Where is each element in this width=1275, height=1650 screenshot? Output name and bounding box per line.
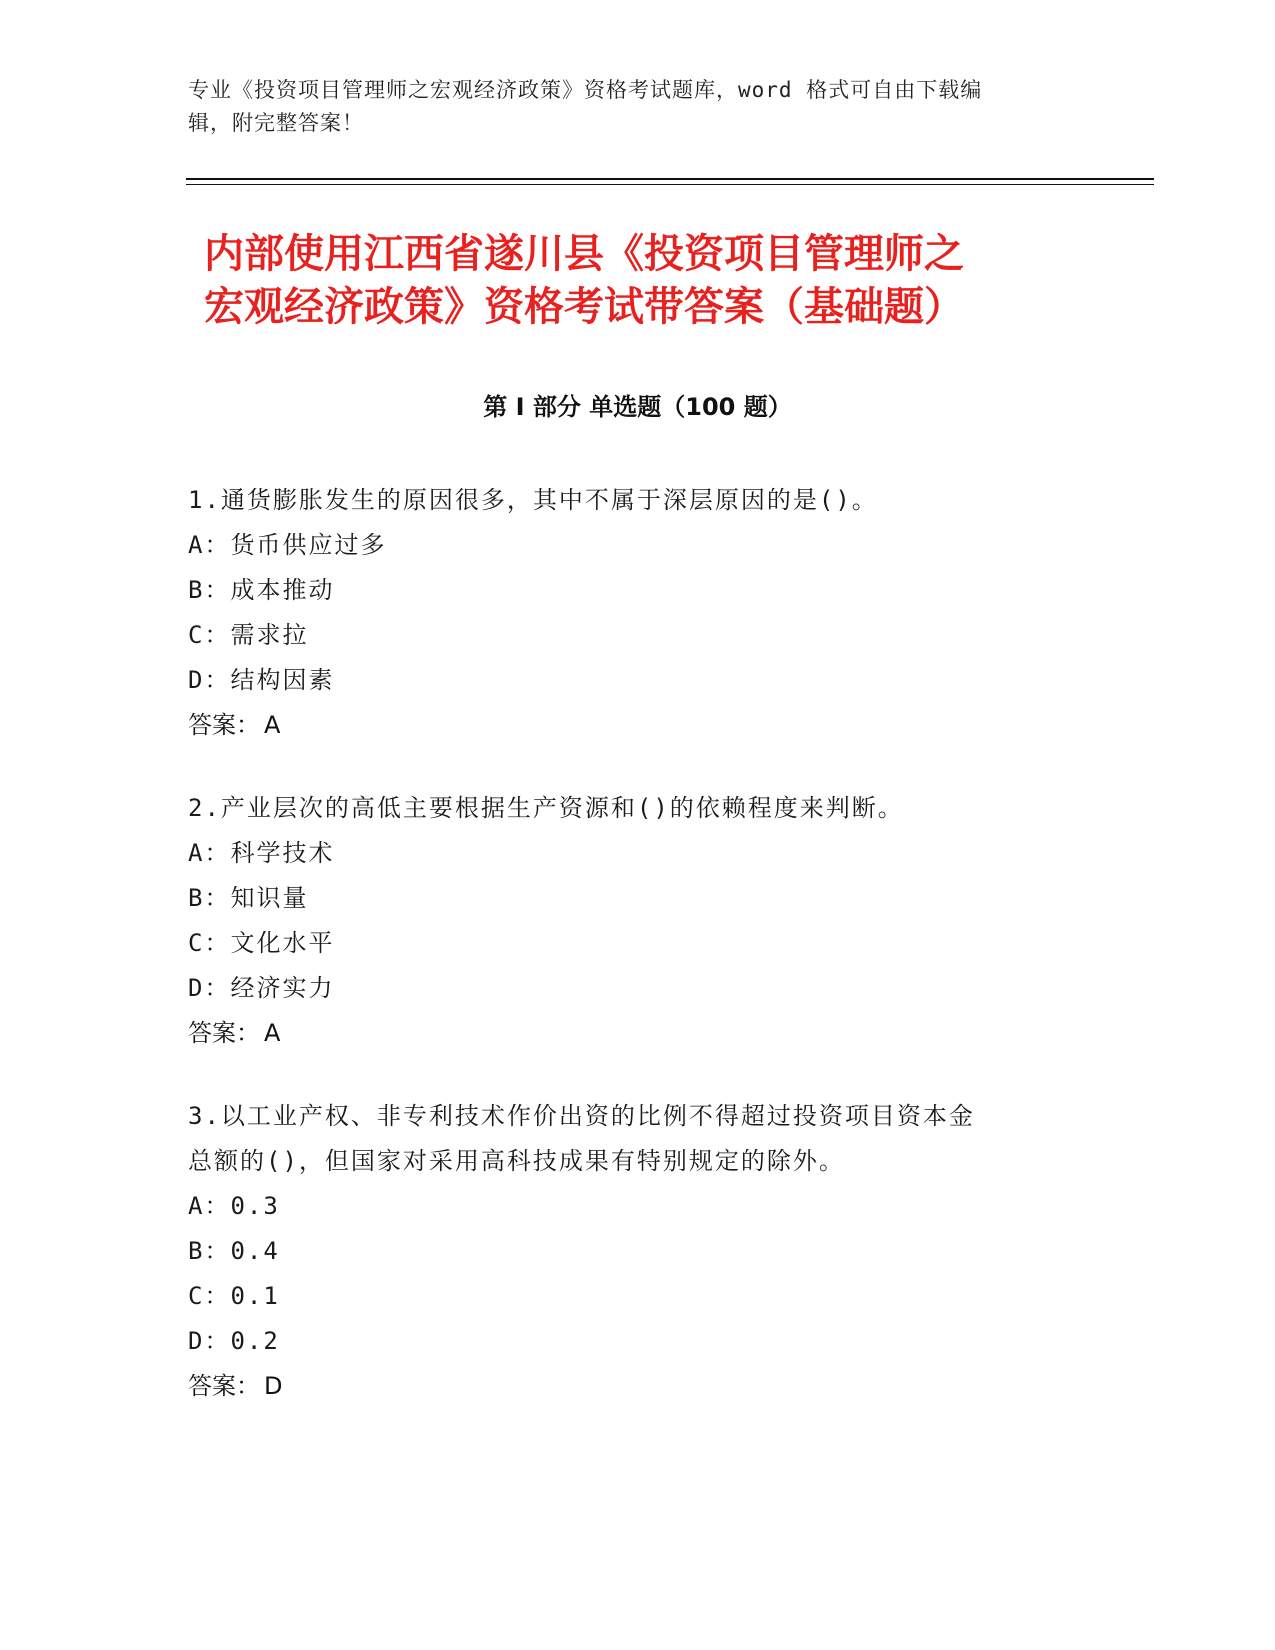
- option-a: A：0.3: [188, 1192, 280, 1220]
- question-stem-line: 3.以工业产权、非专利技术作价出资的比例不得超过投资项目资本金: [188, 1102, 975, 1130]
- option-a: A：科学技术: [188, 839, 335, 867]
- question-3: [188, 1094, 1088, 1409]
- answer-line: [188, 1364, 1088, 1409]
- answer-value: A: [264, 1019, 281, 1047]
- option-b: B：知识量: [188, 884, 309, 912]
- question-stem: [188, 1094, 1088, 1184]
- question-list: [188, 478, 1088, 1447]
- header-note-line-1: 专业《投资项目管理师之宏观经济政策》资格考试题库，word 格式可自由下载编: [188, 78, 983, 102]
- option-d: D：经济实力: [188, 974, 335, 1002]
- document-title-line-2: 宏观经济政策》资格考试带答案（基础题）: [204, 284, 964, 330]
- question-stem-line: 1.通货膨胀发生的原因很多，其中不属于深层原因的是()。: [188, 486, 878, 514]
- header-note-line-2: 辑，附完整答案！: [188, 111, 364, 135]
- section-heading: 第 I 部分 单选题（100 题）: [483, 393, 792, 421]
- option-b: B：0.4: [188, 1237, 280, 1265]
- option-d: D：结构因素: [188, 666, 335, 694]
- header-divider-thin: [186, 184, 1154, 185]
- option-c: C：0.1: [188, 1282, 280, 1310]
- option-c: C：文化水平: [188, 929, 335, 957]
- document-title: [204, 228, 1104, 334]
- answer-line: [188, 703, 1088, 748]
- question-2: [188, 786, 1088, 1056]
- question-stem: [188, 786, 1088, 831]
- option-d: D：0.2: [188, 1327, 280, 1355]
- answer-label: 答案：: [188, 1019, 260, 1047]
- header-divider-thick: [186, 178, 1154, 180]
- option-b: B：成本推动: [188, 576, 335, 604]
- answer-label: 答案：: [188, 1372, 260, 1400]
- answer-line: [188, 1011, 1088, 1056]
- answer-label: 答案：: [188, 711, 260, 739]
- option-a: A：货币供应过多: [188, 531, 387, 559]
- option-c: C：需求拉: [188, 621, 309, 649]
- question-stem: [188, 478, 1088, 523]
- question-stem-line: 总额的()，但国家对采用高科技成果有特别规定的除外。: [188, 1147, 845, 1175]
- header-note: [188, 74, 1068, 140]
- document-title-line-1: 内部使用江西省遂川县《投资项目管理师之: [204, 231, 964, 277]
- question-1: [188, 478, 1088, 748]
- answer-value: D: [264, 1372, 283, 1400]
- answer-value: A: [264, 711, 281, 739]
- question-stem-line: 2.产业层次的高低主要根据生产资源和()的依赖程度来判断。: [188, 794, 904, 822]
